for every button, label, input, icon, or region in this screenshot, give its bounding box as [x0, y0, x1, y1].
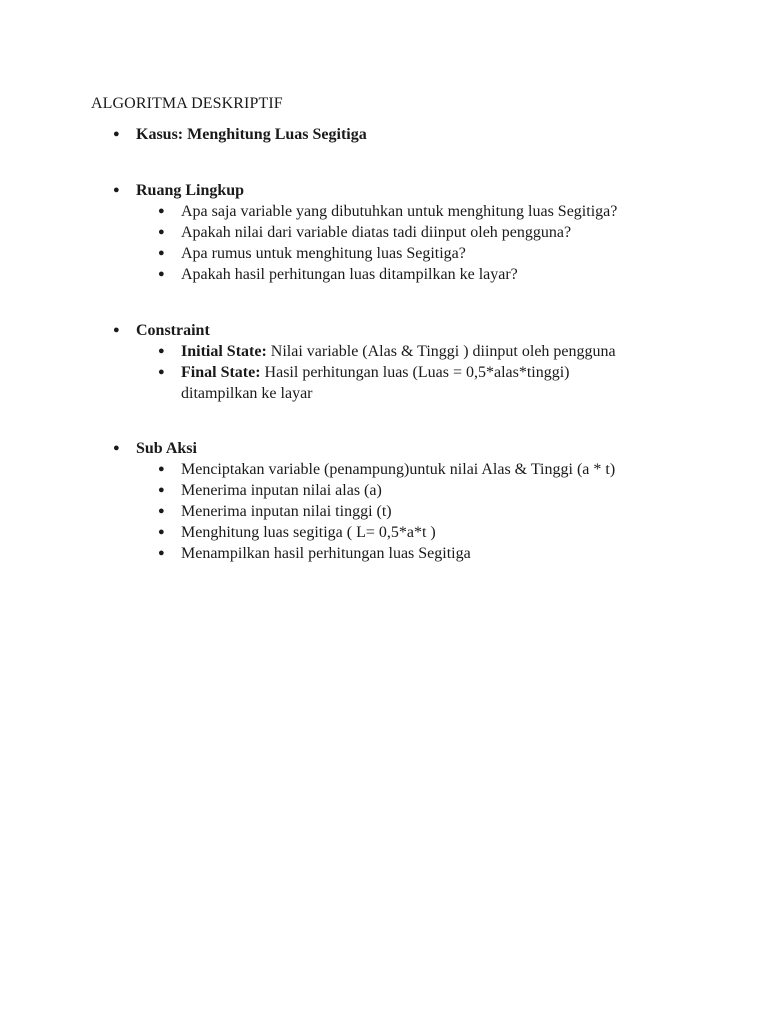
section-ruang-lingkup — [0, 180, 768, 285]
list-item-text: Menerima inputan nilai alas (a) — [181, 482, 382, 499]
list-item-text: Menerima inputan nilai tinggi (t) — [181, 503, 392, 520]
list-item-text: Menghitung luas segitiga ( L= 0,5*a*t ) — [181, 524, 436, 541]
list-item-initial-state — [0, 341, 768, 362]
bullet-icon: ● — [158, 526, 165, 538]
bullet-icon: ● — [158, 226, 165, 238]
bullet-icon: ● — [113, 324, 120, 336]
bullet-icon: ● — [158, 366, 165, 378]
list-item-sub-aksi — [0, 438, 768, 459]
bullet-icon: ● — [158, 547, 165, 559]
constraint-label: Constraint — [136, 322, 210, 339]
list-item — [0, 243, 768, 264]
list-item — [0, 264, 768, 285]
ruang-lingkup-label: Ruang Lingkup — [136, 182, 245, 199]
bullet-icon: ● — [158, 463, 165, 475]
bullet-icon: ● — [158, 247, 165, 259]
list-item-text: Apakah hasil perhitungan luas ditampilkan ke layar? — [181, 266, 518, 283]
list-item — [0, 543, 768, 564]
ruang-lingkup-sublist — [0, 201, 768, 285]
list-item-text: Menciptakan variable (penampung)untuk nilai Alas & Tinggi (a * t) — [181, 461, 616, 478]
kasus-label: Kasus: Menghitung Luas Segitiga — [136, 126, 367, 143]
section-constraint — [0, 320, 768, 404]
final-state-text — [181, 362, 621, 404]
list-item-kasus — [0, 124, 768, 145]
list-item-text: Apa rumus untuk menghitung luas Segitiga? — [181, 245, 466, 262]
document-title: ALGORITMA DESKRIPTIF — [91, 95, 283, 112]
list-item — [0, 501, 768, 522]
list-item — [0, 222, 768, 243]
sub-aksi-sublist — [0, 459, 768, 564]
list-item — [0, 459, 768, 480]
initial-state-label: Initial State: — [181, 343, 267, 360]
list-item-constraint — [0, 320, 768, 341]
section-sub-aksi — [0, 438, 768, 564]
bullet-icon: ● — [158, 505, 165, 517]
constraint-sublist — [0, 341, 768, 404]
list-item — [0, 480, 768, 501]
bullet-icon: ● — [113, 442, 120, 454]
list-item-text: Apakah nilai dari variable diatas tadi diinput oleh pengguna? — [181, 224, 572, 241]
list-item-text: Apa saja variable yang dibutuhkan untuk menghitung luas Segitiga? — [181, 203, 618, 220]
bullet-icon: ● — [158, 345, 165, 357]
list-item — [0, 201, 768, 222]
initial-state-text — [181, 341, 671, 362]
bullet-icon: ● — [158, 484, 165, 496]
bullet-icon: ● — [158, 205, 165, 217]
bullet-icon: ● — [113, 184, 120, 196]
list-item — [0, 522, 768, 543]
initial-state-value: Nilai variable (Alas & Tinggi ) diinput oleh pengguna — [266, 343, 616, 360]
bullet-icon: ● — [158, 268, 165, 280]
sub-aksi-label: Sub Aksi — [136, 440, 197, 457]
final-state-value: Hasil perhitungan luas (Luas = 0,5*alas*tinggi) ditampilkan ke layar — [181, 364, 570, 402]
list-item-final-state — [0, 362, 768, 404]
list-item-text: Menampilkan hasil perhitungan luas Segitiga — [181, 545, 471, 562]
list-item-ruang-lingkup — [0, 180, 768, 201]
bullet-icon: ● — [113, 128, 120, 140]
final-state-label: Final State: — [181, 364, 261, 381]
section-kasus — [0, 124, 768, 145]
